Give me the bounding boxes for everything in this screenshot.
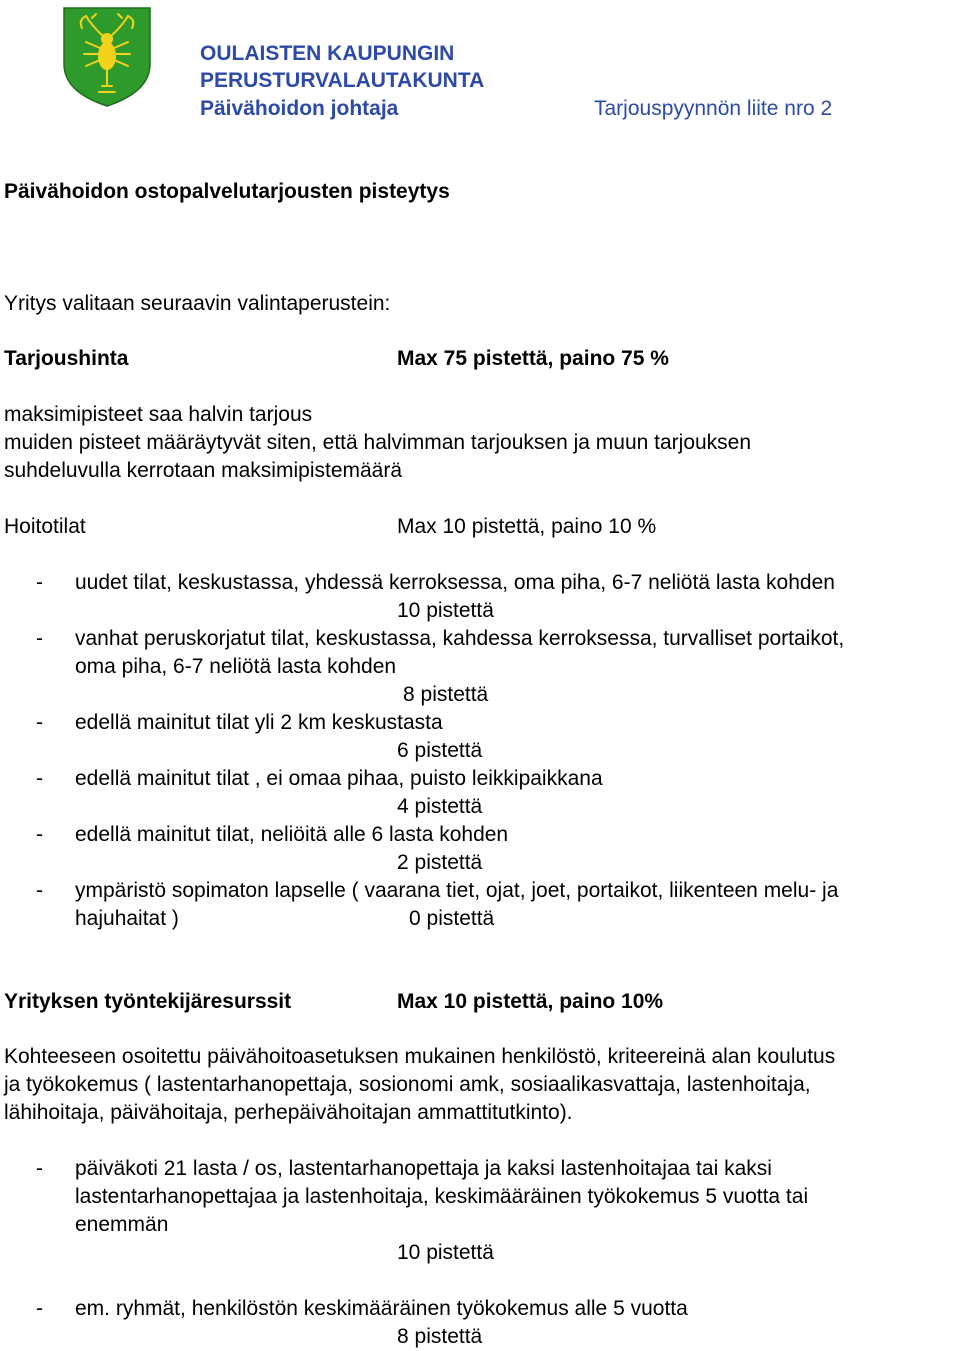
price-line: muiden pisteet määräytyvät siten, että halvimman tarjouksen ja muun tarjouksen xyxy=(4,431,752,454)
staff-label: Yrityksen työntekijäresurssit xyxy=(4,990,292,1013)
facility-item-points: 0 pistettä xyxy=(409,907,495,930)
document-title: Päivähoidon ostopalvelutarjousten pisteytys xyxy=(4,180,450,203)
facility-item-text: edellä mainitut tilat, neliöitä alle 6 lasta kohden xyxy=(75,823,509,846)
facility-item-text: vanhat peruskorjatut tilat, keskustassa, kahdessa kerroksessa, turvalliset portaikot, xyxy=(75,627,845,650)
price-label: Tarjoushinta xyxy=(4,347,129,370)
staff-description-line: lähihoitaja, päivähoitaja, perhepäivähoitajan ammattitutkinto). xyxy=(4,1101,573,1124)
list-bullet: - xyxy=(36,1297,43,1320)
staff-item-points: 10 pistettä xyxy=(397,1241,494,1264)
facility-item-text: edellä mainitut tilat yli 2 km keskustasta xyxy=(75,711,443,734)
staff-max: Max 10 pistettä, paino 10% xyxy=(397,990,664,1013)
facility-item-points: 10 pistettä xyxy=(397,599,494,622)
facility-item-points: 4 pistettä xyxy=(397,795,483,818)
org-name-line1: OULAISTEN KAUPUNGIN xyxy=(200,42,455,65)
city-crest-logo xyxy=(62,6,152,108)
staff-item-text: enemmän xyxy=(75,1213,169,1236)
facility-item-text: uudet tilat, keskustassa, yhdessä kerroksessa, oma piha, 6-7 neliötä lasta kohden xyxy=(75,571,835,594)
staff-item-points: 8 pistettä xyxy=(397,1325,483,1348)
staff-description-line: ja työkokemus ( lastentarhanopettaja, sosionomi amk, sosiaalikasvattaja, lastenhoitaja, xyxy=(4,1073,811,1096)
staff-item-text: päiväkoti 21 lasta / os, lastentarhanopettaja ja kaksi lastenhoitajaa tai kaksi xyxy=(75,1157,772,1180)
list-bullet: - xyxy=(36,767,43,790)
list-bullet: - xyxy=(36,627,43,650)
facility-item-points: 8 pistettä xyxy=(403,683,489,706)
staff-item-text: em. ryhmät, henkilöstön keskimääräinen työkokemus alle 5 vuotta xyxy=(75,1297,688,1320)
list-bullet: - xyxy=(36,571,43,594)
org-name-line2: PERUSTURVALAUTAKUNTA xyxy=(200,69,485,92)
facility-item-text: hajuhaitat ) xyxy=(75,907,179,930)
price-line: maksimipisteet saa halvin tarjous xyxy=(4,403,313,426)
department-title: Päivähoidon johtaja xyxy=(200,97,399,120)
facilities-max: Max 10 pistettä, paino 10 % xyxy=(397,515,657,538)
staff-description-line: Kohteeseen osoitettu päivähoitoasetuksen mukainen henkilöstö, kriteereinä alan koulutus xyxy=(4,1045,836,1068)
facility-item-points: 2 pistettä xyxy=(397,851,483,874)
list-bullet: - xyxy=(36,823,43,846)
list-bullet: - xyxy=(36,1157,43,1180)
price-max: Max 75 pistettä, paino 75 % xyxy=(397,347,669,370)
price-line: suhdeluvulla kerrotaan maksimipistemäärä xyxy=(4,459,403,482)
facility-item-text: ympäristö sopimaton lapselle ( vaarana tiet, ojat, joet, portaikot, liikenteen melu- ja xyxy=(75,879,839,902)
list-bullet: - xyxy=(36,711,43,734)
staff-item-text: lastentarhanopettajaa ja lastenhoitaja, keskimääräinen työkokemus 5 vuotta tai xyxy=(75,1185,809,1208)
attachment-number: Tarjouspyynnön liite nro 2 xyxy=(594,97,833,120)
facility-item-text: oma piha, 6-7 neliötä lasta kohden xyxy=(75,655,397,678)
list-bullet: - xyxy=(36,879,43,902)
facility-item-points: 6 pistettä xyxy=(397,739,483,762)
intro-text: Yritys valitaan seuraavin valintaperustein: xyxy=(4,292,391,315)
facilities-label: Hoitotilat xyxy=(4,515,86,538)
facility-item-text: edellä mainitut tilat , ei omaa pihaa, puisto leikkipaikkana xyxy=(75,767,603,790)
